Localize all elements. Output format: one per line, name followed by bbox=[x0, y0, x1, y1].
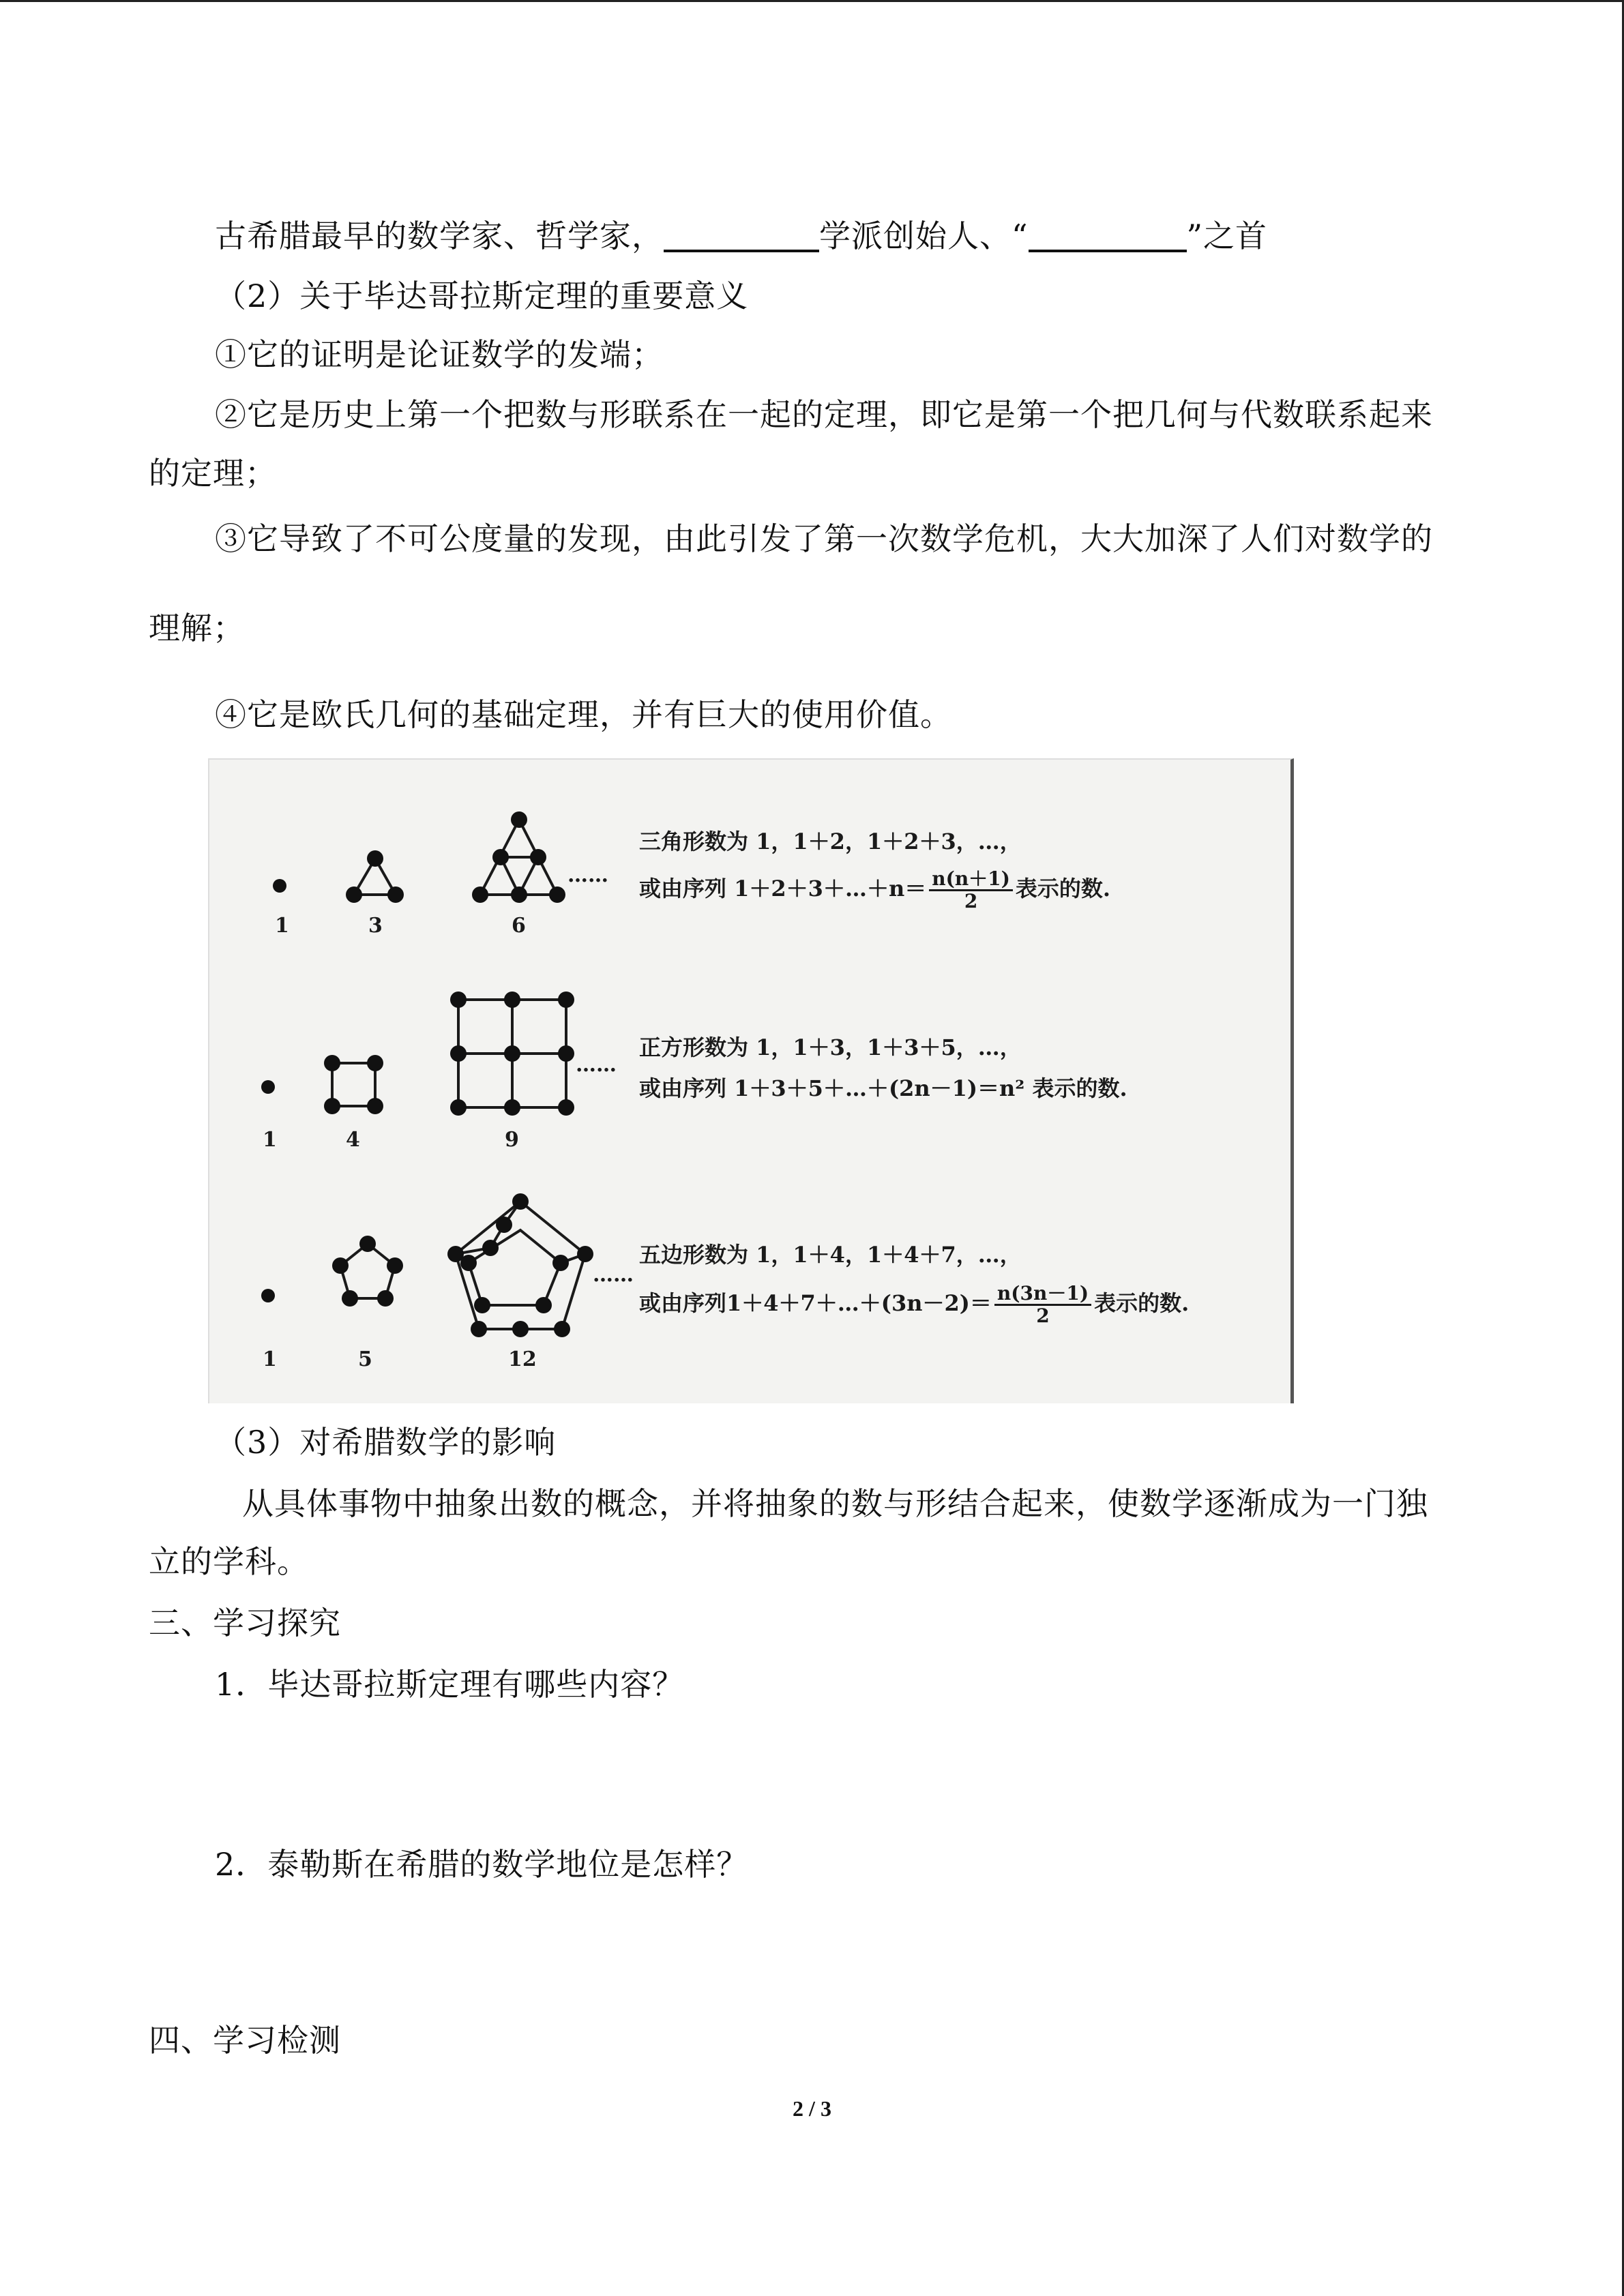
dot bbox=[367, 1098, 383, 1114]
dot bbox=[504, 992, 520, 1008]
section-learning-test: 四、学习检测 bbox=[149, 2022, 341, 2059]
point-1: ①它的证明是论证数学的发端； bbox=[215, 336, 664, 373]
dot bbox=[558, 992, 574, 1008]
square-ellipsis: …… bbox=[576, 1053, 617, 1077]
blank-school[interactable] bbox=[664, 215, 819, 252]
point-4: ④它是欧氏几何的基础定理，并有巨大的使用价值。 bbox=[215, 696, 952, 733]
dot bbox=[472, 886, 488, 903]
figurate-numbers-figure bbox=[208, 758, 1294, 1403]
point-3-line-1: ③它导致了不可公度量的发现，由此引发了第一次数学危机，大大加深了人们对数学的 bbox=[215, 520, 1433, 557]
pentagon-label-12: 12 bbox=[508, 1347, 537, 1371]
dot bbox=[512, 1193, 529, 1210]
pentagon-fraction: $\frac{n(3n-1)}{2}$ bbox=[994, 1283, 1091, 1326]
point-2-line-1: ②它是历史上第一个把数与形联系在一起的定理，即它是第一个把几何与代数联系起来 bbox=[215, 396, 1433, 433]
dot bbox=[359, 1236, 376, 1252]
dot bbox=[482, 1240, 499, 1256]
square-text-2: 或由序列 1＋3＋5＋…＋(2n－1)＝n² 表示的数. bbox=[639, 1075, 1127, 1101]
dot bbox=[346, 886, 362, 903]
intro-line bbox=[215, 215, 1267, 256]
dot bbox=[332, 1257, 349, 1274]
dot bbox=[512, 1321, 529, 1337]
triangle-label-6: 6 bbox=[512, 914, 526, 938]
point-2-line-2: 的定理； bbox=[149, 455, 277, 492]
dot bbox=[535, 1297, 552, 1313]
dot bbox=[530, 849, 546, 865]
square-label-1: 1 bbox=[263, 1128, 277, 1152]
intro-text-c: ”之首 bbox=[1186, 218, 1268, 254]
intro-text-a: 古希腊最早的数学家、哲学家， bbox=[215, 218, 664, 254]
triangle-text-1: 三角形数为 1，1＋2，1＋2＋3，…， bbox=[639, 829, 1022, 854]
pentagon-text-1: 五边形数为 1，1＋4，1＋4＋7，…， bbox=[639, 1242, 1022, 1268]
dot bbox=[387, 886, 404, 903]
influence-line-1: 从具体事物中抽象出数的概念，并将抽象的数与形结合起来，使数学逐渐成为一门独 bbox=[242, 1485, 1428, 1522]
square-text-1: 正方形数为 1，1＋3，1＋3＋5，…， bbox=[639, 1034, 1022, 1060]
pentagon-text-2: 或由序列1＋4＋7＋…＋(3n－2)＝ $\frac{n(3n-1)}{2}$ 表示的数. bbox=[639, 1282, 1190, 1327]
dot bbox=[496, 1217, 512, 1233]
triangle-label-3: 3 bbox=[368, 914, 383, 938]
dot bbox=[504, 1099, 520, 1116]
dot bbox=[450, 1045, 467, 1062]
dot bbox=[554, 1321, 570, 1337]
dot bbox=[492, 849, 509, 865]
pentagon-label-5: 5 bbox=[358, 1347, 372, 1371]
dot bbox=[324, 1098, 340, 1114]
dot bbox=[474, 1297, 490, 1313]
square-label-4: 4 bbox=[346, 1128, 360, 1152]
question-2: 2．泰勒斯在希腊的数学地位是怎样？ bbox=[215, 1846, 749, 1883]
dot bbox=[577, 1246, 593, 1262]
figure-edge bbox=[469, 1230, 561, 1305]
dot bbox=[367, 850, 383, 867]
square-label-9: 9 bbox=[505, 1128, 519, 1152]
dot bbox=[324, 1055, 340, 1071]
dot bbox=[511, 811, 527, 828]
dot bbox=[558, 1099, 574, 1116]
dot bbox=[504, 1045, 520, 1062]
dot bbox=[552, 1255, 569, 1271]
influence-line-2: 立的学科。 bbox=[149, 1543, 309, 1580]
pentagon-label-1: 1 bbox=[263, 1347, 277, 1371]
dot bbox=[460, 1255, 477, 1271]
triangle-ellipsis: …… bbox=[567, 863, 608, 887]
dot bbox=[549, 886, 565, 903]
dot bbox=[471, 1321, 487, 1337]
triangle-label-1: 1 bbox=[275, 914, 289, 938]
figure-edge bbox=[332, 1063, 375, 1106]
dot bbox=[450, 992, 467, 1008]
dot bbox=[273, 879, 286, 893]
dot bbox=[261, 1080, 275, 1094]
dot bbox=[511, 886, 527, 903]
dot bbox=[342, 1290, 358, 1307]
intro-text-b: 学派创始人、“ bbox=[819, 218, 1029, 254]
heading-influence: （3）对希腊数学的影响 bbox=[215, 1424, 557, 1461]
dot bbox=[377, 1290, 394, 1307]
question-1: 1．毕达哥拉斯定理有哪些内容？ bbox=[215, 1666, 685, 1703]
blank-title[interactable] bbox=[1029, 215, 1187, 252]
triangle-text-2: 或由序列 1＋2＋3＋…＋n＝ $\frac{n(n+1)}{2}$ 表示的数. bbox=[639, 867, 1111, 912]
dot bbox=[367, 1055, 383, 1071]
dot bbox=[450, 1099, 467, 1116]
dot bbox=[261, 1289, 275, 1302]
page-number: 2 / 3 bbox=[793, 2096, 831, 2121]
triangle-fraction: $\frac{n(n+1)}{2}$ bbox=[929, 869, 1013, 912]
dot bbox=[558, 1045, 574, 1062]
section-learning-inquiry: 三、学习探究 bbox=[149, 1605, 341, 1641]
pentagon-ellipsis: …… bbox=[593, 1263, 634, 1287]
dot bbox=[387, 1257, 403, 1274]
heading-significance: （2）关于毕达哥拉斯定理的重要意义 bbox=[215, 278, 749, 314]
point-3-line-2: 理解； bbox=[149, 610, 245, 646]
